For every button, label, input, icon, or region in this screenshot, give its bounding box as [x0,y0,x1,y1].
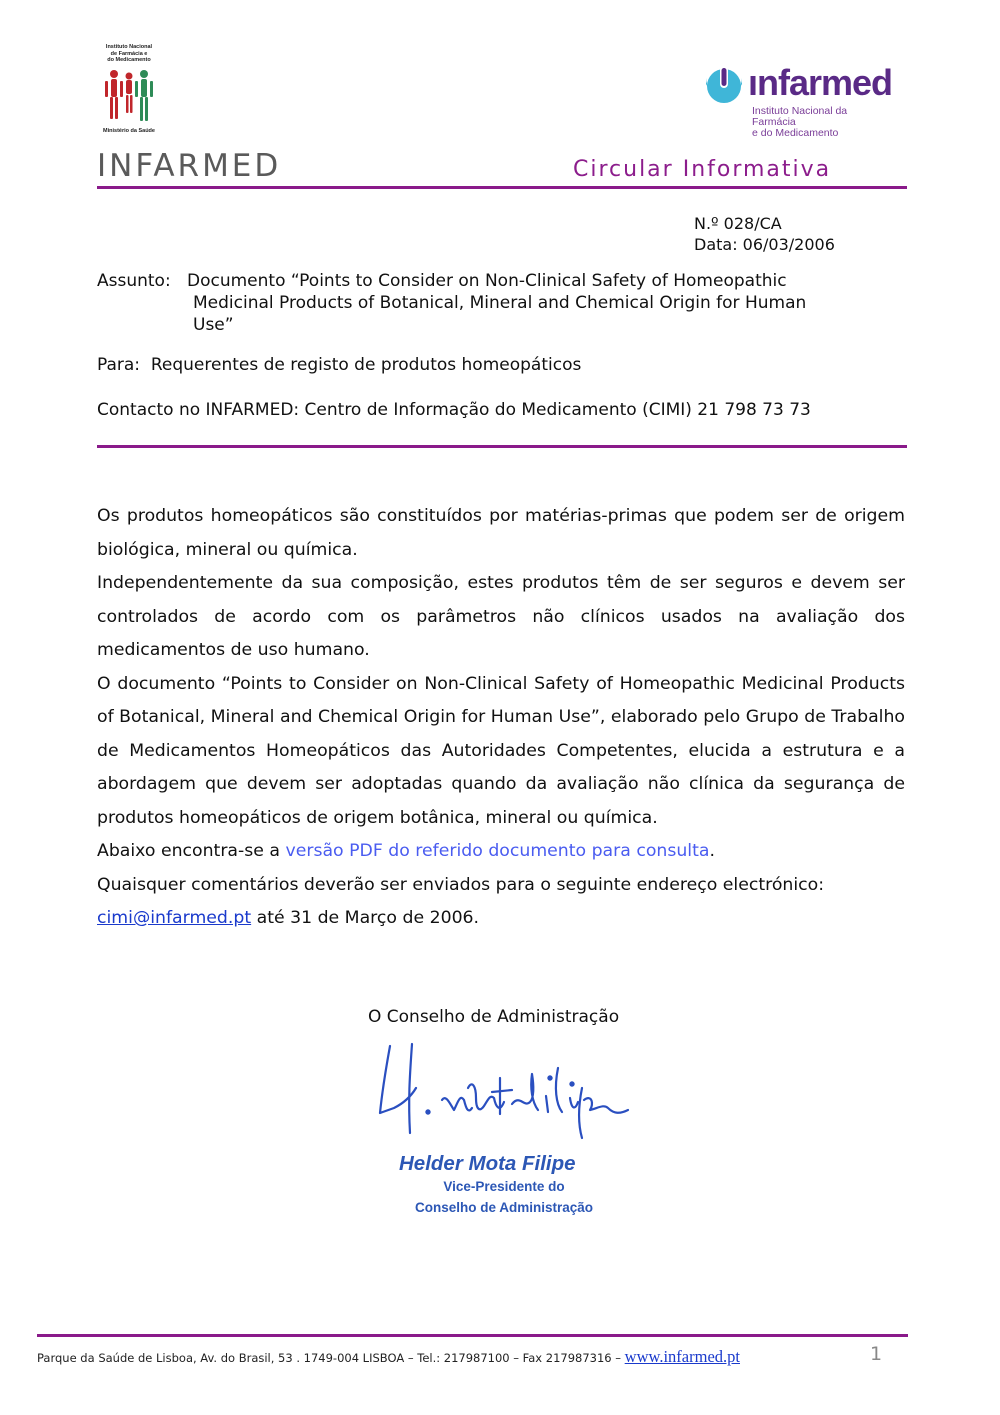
pdf-document-link[interactable]: versão PDF do referido documento para consulta [285,841,710,861]
paragraph-text: até 31 de Março de 2006. [251,908,480,928]
paragraph [97,835,905,869]
footer [37,1347,740,1367]
ministry-logo [96,44,162,136]
brand-title: INFARMED [97,148,282,184]
reference-block [694,213,835,255]
subject-text [187,270,877,336]
ministry-logo-bottom-text: Ministério da Saúde [103,128,155,134]
tagline-line: Instituto Nacional da Farmácia [752,105,848,128]
signer-role: Conselho de Administração [414,1200,594,1215]
meta-divider [97,445,907,448]
paragraph: O documento “Points to Consider on Non-Clinical Safety of Homeopathic Medicinal Products of Botanical, Mineral and Chemical Origin for Human Use”, elaborado pelo Grupo de Trabalho de Medicamentos Homeopáticos das Autoridades Competentes, elucida a estrutura e a abordagem que devem ser adoptadas quando da avaliação não clínica da segurança de produtos homeopáticos de origem botânica, mineral ou química. [97,673,905,828]
signer-name: Helder Mota Filipe [399,1152,576,1175]
ministry-logo-line: de Farmácia e [110,50,148,57]
contact-line: Contacto no INFARMED: Centro de Informação do Medicamento (CIMI) 21 798 73 73 [97,400,811,420]
paragraph-text: Abaixo encontra-se a [97,841,286,861]
paragraph: Quaisquer comentários deverão ser enviados para o seguinte endereço electrónico: [97,874,825,895]
handwritten-signature [372,1038,642,1148]
website-link[interactable]: www.infarmed.pt [624,1347,740,1366]
ministry-logo-line: do Medicamento [107,57,151,63]
body-text [97,500,905,936]
ministry-logo-line: Instituto Nacional [105,44,153,50]
paragraph: Independentemente da sua composição, estes produtos têm de ser seguros e devem ser controlados de acordo com os parâmetros não clínicos usados na avaliação dos medicamentos de uso humano. [97,573,905,660]
footer-address: Parque da Saúde de Lisboa, Av. do Brasil, 53 . 1749-004 LISBOA – Tel.: 217987100 – Fax 217987316 – [37,1351,625,1365]
subject-line: Medicinal Products of Botanical, Mineral and Chemical Origin for Human [193,293,807,313]
ministry-logo-top-text [96,44,162,64]
infarmed-logo [702,62,893,139]
infarmed-tagline [752,106,882,139]
subject-label: Assunto: [97,271,171,291]
paragraph: Os produtos homeopáticos são constituídos por matérias-primas que podem ser de origem biológica, mineral ou química. [97,506,905,560]
subject-line: Use” [193,315,234,335]
circular-number: N.º 028/CA [694,214,782,233]
council-label: O Conselho de Administração [368,1007,620,1027]
circular-date: Data: 06/03/2006 [694,235,835,254]
subject-line: Documento “Points to Consider on Non-Clinical Safety of Homeopathic [187,271,787,291]
signer-block [399,1152,609,1215]
recipients: Para: Requerentes de registo de produtos homeopáticos [97,355,582,375]
header-divider [97,186,907,189]
footer-divider [37,1334,908,1337]
paragraph [97,902,905,936]
page-number: 1 [870,1343,883,1365]
paragraph-text: . [709,841,715,861]
signer-role: Vice-Presidente do [443,1179,565,1194]
tagline-line: e do Medicamento [752,127,839,139]
document-type: Circular Informativa [573,157,832,182]
human-figures-icon [102,68,156,126]
infarmed-wordmark: ınfarmed [748,62,893,103]
infarmed-mark-icon [702,64,746,112]
email-link[interactable]: cimi@infarmed.pt [97,908,252,928]
